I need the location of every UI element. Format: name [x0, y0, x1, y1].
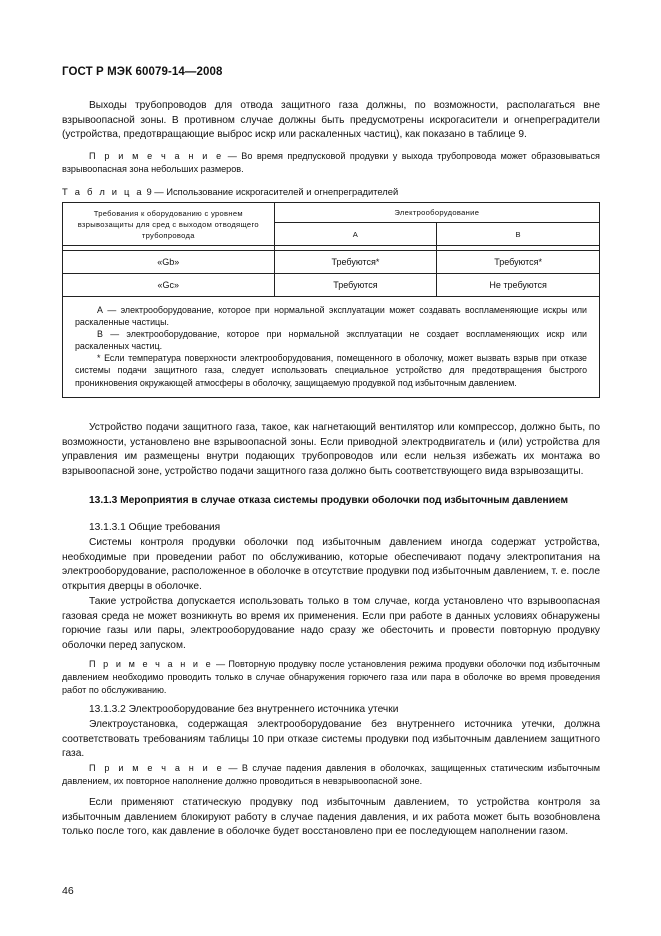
table-spark-arrestors — [62, 202, 600, 398]
section-heading-13-1-3-2: 13.1.3.2 Электрооборудование без внутреннего источника утечки — [89, 704, 399, 715]
page-number: 46 — [62, 885, 74, 897]
header-col-b: В — [437, 223, 600, 246]
cell-a: Требуются — [274, 274, 437, 297]
note-pressure-drop — [62, 762, 600, 788]
footnote-a: А — электрооборудование, которое при нормальной эксплуатации может создавать воспламеняющие искры или раскаленные частицы. — [75, 305, 587, 328]
note-text: — Повторную продувку после установления режима продувки оболочки под избыточным давлением необходимо проводить только в случае обнаружения горючего газа или пара в оболочке во время проведения работ по обслуживанию. — [62, 659, 600, 696]
section-heading-13-1-3-1: 13.1.3.1 Общие требования — [89, 522, 221, 533]
footnote-star: * Если температура поверхности электрооборудования, помещенного в оболочку, может вызвать взрыв при отказе системы подачи защитного газа, следует использовать специальное устройство для предотвращения быстрого проникновения окружающей атмосферы в оболочку, защищаемую продувкой под избыточным давлением. — [75, 353, 587, 388]
note-text: — Во время предпусковой продувки у выхода трубопровода может образовываться взрывоопасная зона небольших размеров. — [62, 151, 600, 175]
document-header: ГОСТ Р МЭК 60079-14—2008 — [62, 66, 223, 78]
cell-level: «Gc» — [63, 274, 275, 297]
paragraph-gas-supply-device: Устройство подачи защитного газа, такое, как нагнетающий вентилятор или компрессор, должно быть, по возможности, установлено вне взрывоопасной зоны. Если приводной электродвигатель и (или) устройства для управления им размещены внутри подающих трубопроводов или если нельзя избежать их монтажа во взрывоопасной зоне, устройство подачи защитного газа должно быть соответствующего вида взрывозащиты. — [62, 422, 600, 477]
paragraph-gas-outlets: Выходы трубопроводов для отвода защитного газа должны, по возможности, располагаться вне взрывоопасной зоны. В противном случае должны быть предусмотрены искрогасители и огнепреградители (устройства, предотвращающие выброс искр или раскаленных частиц), как показано в таблице 9. — [62, 100, 600, 141]
header-equipment-requirements: Требования к оборудованию с уровнем взрывозащиты для сред с выходом отводящего трубопровода — [63, 203, 275, 246]
note-text: — В случае падения давления в оболочках, защищенных статическим избыточным давлением, их повторное наполнение должно проводиться в невзрывоопасной зоне. — [62, 763, 600, 787]
footnote-b: В — электрооборудование, которое при нормальной эксплуатации не создает воспламеняющих искр или раскаленных частиц. — [75, 329, 587, 352]
cell-b: Не требуются — [437, 274, 600, 297]
table-row — [63, 274, 600, 297]
cell-b: Требуются* — [437, 251, 600, 274]
header-electrical-equipment: Электрооборудование — [274, 203, 599, 223]
note-label: П р и м е ч а н и е — [89, 763, 224, 773]
note-label: П р и м е ч а н и е — [89, 151, 224, 161]
paragraph-static-purge: Если применяют статическую продувку под избыточным давлением, то устройства контроля за избыточным давлением блокируют работу в случае падения давления, и их работа может быть возобновлена только после того, как давление в оболочке будет восстановлено при ее последующем наполнении газом. — [62, 797, 600, 838]
paragraph-device-usage: Такие устройства допускается использовать только в том случае, когда установлено что взрывоопасная газовая среда не может возникнуть во время их применения. Если при работе в данных условиях обнаружены горючие газы или пары, электрооборудование надо сразу же обесточить и провести повторную продувку оболочки перед запуском. — [62, 596, 600, 651]
table-caption-text: 9 — Использование искрогасителей и огнепреградителей — [143, 186, 399, 197]
paragraph-no-internal-leak: Электроустановка, содержащая электрооборудование без внутреннего источника утечки, должна соответствовать требованиям таблицы 10 при отказе системы продувки под избыточным давлением защитного газа. — [62, 719, 600, 760]
section-heading-13-1-3: 13.1.3 Мероприятия в случае отказа системы продувки оболочки под избыточным давлением — [89, 495, 569, 506]
table-footnotes — [63, 297, 600, 398]
paragraph-control-systems: Системы контроля продувки оболочки под избыточным давлением иногда содержат устройства, необходимые при проведении работ по обслуживанию, которые обеспечивают подачу электропитания на электрооборудование, расположенное в оболочке в отсутствие продувки под избыточным давлением, т. е. после открытия дверцы в оболочке. — [62, 537, 600, 592]
cell-level: «Gb» — [63, 251, 275, 274]
table-caption — [62, 186, 398, 197]
table-row — [63, 251, 600, 274]
note-pre-purge — [62, 150, 600, 176]
note-repurge — [62, 658, 600, 698]
cell-a: Требуются* — [274, 251, 437, 274]
table-footnote-row — [63, 297, 600, 398]
header-col-a: А — [274, 223, 437, 246]
note-label: П р и м е ч а н и е — [89, 659, 213, 669]
table-header-row — [63, 203, 600, 223]
table-caption-label: Т а б л и ц а — [62, 186, 144, 197]
